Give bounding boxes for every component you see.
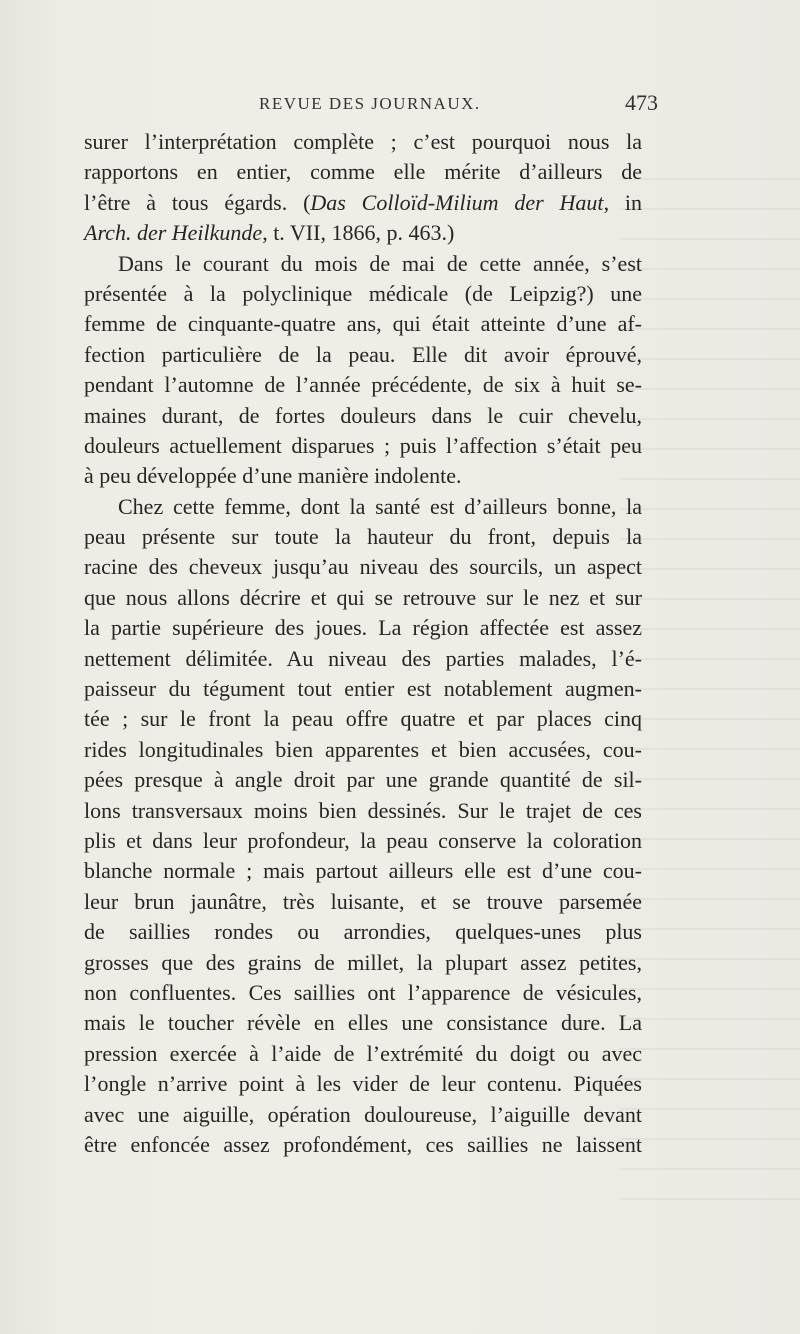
text-line: maines durant, de fortes douleurs dans le cuir chevelu, bbox=[84, 402, 642, 428]
text-line: racine des cheveux jusqu’au niveau des sourcils, un aspect bbox=[84, 554, 642, 580]
citation-title: Das Colloïd-Milium der Haut bbox=[310, 189, 604, 215]
running-head bbox=[84, 90, 658, 120]
text-line: nettement délimitée. Au niveau des parties malades, l’é- bbox=[84, 645, 642, 671]
text-line: avec une aiguille, opération douloureuse, l’aiguille devant bbox=[84, 1101, 642, 1127]
citation-journal: Arch. der Heilkunde bbox=[84, 220, 263, 246]
text-line: de saillies rondes ou arrondies, quelques-unes plus bbox=[84, 919, 642, 945]
text-line: l’ongle n’arrive point à les vider de leur contenu. Piquées bbox=[84, 1071, 642, 1097]
text-line: lons transversaux moins bien dessinés. Sur le trajet de ces bbox=[84, 797, 642, 823]
citation-reference: , t. VII, 1866, p. 463.) bbox=[262, 220, 455, 246]
text-line-citation bbox=[84, 218, 642, 248]
text-line: non confluentes. Ces saillies ont l’apparence de vésicules, bbox=[84, 979, 642, 1005]
body-text bbox=[84, 127, 642, 1160]
text-line: que nous allons décrire et qui se retrouve sur le nez et sur bbox=[84, 584, 642, 610]
text-line: pées presque à angle droit par une grande quantité de sil- bbox=[84, 767, 642, 793]
text-line: douleurs actuellement disparues ; puis l’affection s’était peu bbox=[84, 432, 642, 458]
text-line: rapportons en entier, comme elle mérite d’ailleurs de bbox=[84, 159, 642, 185]
text-line: fection particulière de la peau. Elle dit avoir éprouvé, bbox=[84, 341, 642, 367]
text-line: pression exercée à l’aide de l’extrémité du doigt ou avec bbox=[84, 1040, 642, 1066]
show-through-texture bbox=[620, 150, 800, 1200]
text-line: peau présente sur toute la hauteur du front, depuis la bbox=[84, 524, 642, 550]
text-line: être enfoncée assez profondément, ces saillies ne laissent bbox=[84, 1131, 642, 1157]
text-line: plis et dans leur profondeur, la peau conserve la coloration bbox=[84, 827, 642, 853]
text-line: femme de cinquante-quatre ans, qui était atteinte d’une af- bbox=[84, 311, 642, 337]
text-line: la partie supérieure des joues. La région affectée est assez bbox=[84, 615, 642, 641]
paragraph-start: Dans le courant du mois de mai de cette année, s’est bbox=[118, 250, 642, 276]
paragraph-start: Chez cette femme, dont la santé est d’ailleurs bonne, la bbox=[118, 493, 642, 519]
text-fragment: l’être à tous égards. ( bbox=[84, 189, 311, 215]
text-line: grosses que des grains de millet, la plupart assez petites, bbox=[84, 949, 642, 975]
text-line-citation bbox=[84, 188, 642, 218]
text-line: paisseur du tégument tout entier est notablement augmen- bbox=[84, 676, 642, 702]
text-line: rides longitudinales bien apparentes et bien accusées, cou- bbox=[84, 736, 642, 762]
text-line: pendant l’automne de l’année précédente, de six à huit se- bbox=[84, 372, 642, 398]
text-line: surer l’interprétation complète ; c’est pourquoi nous la bbox=[84, 129, 642, 154]
text-line: mais le toucher révèle en elles une consistance dure. La bbox=[84, 1010, 642, 1036]
text-line: à peu développée d’une manière indolente. bbox=[84, 463, 462, 489]
running-title: REVUE DES JOURNAUX. bbox=[259, 94, 481, 113]
text-line: tée ; sur le front la peau offre quatre et par places cinq bbox=[84, 706, 642, 732]
text-line: blanche normale ; mais partout ailleurs elle est d’une cou- bbox=[84, 858, 642, 884]
text-line: présentée à la polyclinique médicale (de Leipzig?) une bbox=[84, 280, 642, 306]
citation-separator: , in bbox=[603, 189, 643, 215]
page-number: 473 bbox=[625, 90, 658, 115]
text-line: leur brun jaunâtre, très luisante, et se trouve parsemée bbox=[84, 888, 642, 914]
